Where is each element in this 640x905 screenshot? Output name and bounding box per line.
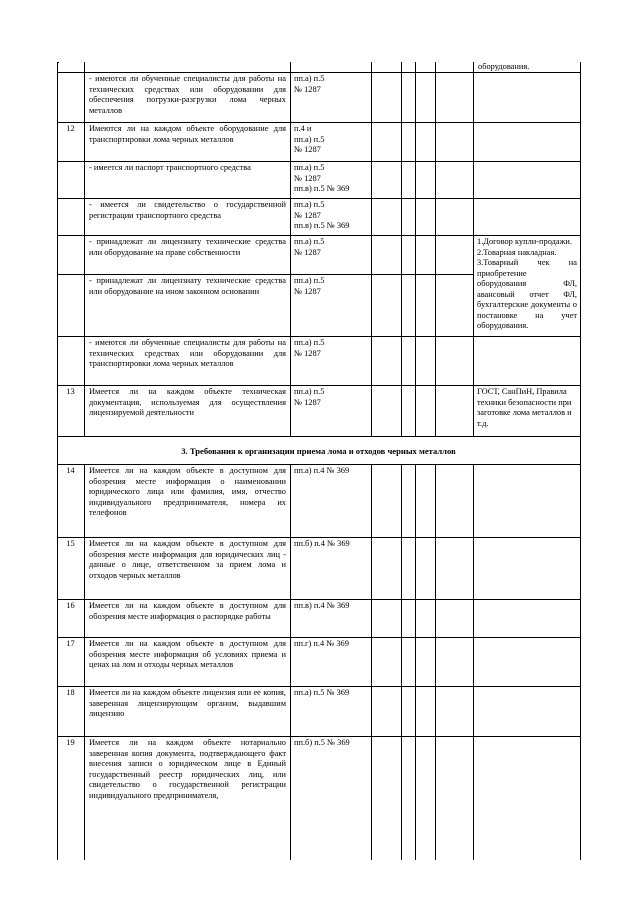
question-cell: - принадлежат ли лицензиату технические средства или оборудование на ином законном основании (89, 276, 286, 296)
row-border (57, 161, 580, 162)
row-number: 17 (66, 639, 75, 648)
column-border (401, 62, 402, 436)
column-border (84, 464, 85, 860)
row-number: 13 (66, 387, 75, 396)
norm-cell: пп.а) п.5 № 1287 (294, 338, 325, 358)
column-border (415, 62, 416, 436)
row-number: 16 (66, 601, 75, 610)
norm-cell: пп.а) п.5 № 1287 пп.в) п.5 № 369 (294, 200, 350, 230)
column-border (435, 464, 436, 860)
column-border (371, 464, 372, 860)
row-number: 14 (66, 466, 75, 475)
row-border (57, 686, 580, 687)
column-border (580, 62, 581, 436)
column-border (57, 62, 58, 436)
norm-cell: пп.в) п.4 № 369 (294, 601, 350, 610)
column-border (580, 464, 581, 860)
norm-cell: пп.б) п.5 № 369 (294, 738, 350, 747)
column-border (290, 464, 291, 860)
section-title: 3. Требования к организации приема лома и отходов черных металлов (181, 446, 456, 456)
norm-cell: пп.б) п.4 № 369 (294, 539, 350, 548)
question-cell: Имеется ли на каждом объекте нотариально заверенная копия документа, подтверждающего факт внесения записи о юридическом лице в Единый государственный реестр юридических лиц, или свидетельство о государственной регистрации индивидуального предпринимателя, (89, 738, 286, 800)
question-cell: - имеются ли обученные специалисты для работы на технических средствах или оборудовании для обеспечения погрузки-разгрузки лома черных металлов (89, 74, 286, 115)
question-cell: - имеется ли свидетельство о государственной регистрации транспортного средства (89, 200, 286, 220)
norm-cell: пп.г) п.4 № 369 (294, 639, 349, 648)
norm-cell: пп.а) п.5 № 1287 (294, 387, 325, 407)
column-border (415, 464, 416, 860)
row-number: 15 (66, 539, 75, 548)
column-border (290, 62, 291, 436)
row-border (57, 385, 580, 386)
norm-cell: п.4 и пп.а) п.5 № 1287 (294, 124, 325, 154)
top-note: оборудования. (478, 62, 530, 71)
question-cell: Имеется ли на каждом объекте в доступном для обозрения месте информация для юридических лиц - данные о лице, ответственном за прием лома и отходов черных металлов (89, 539, 286, 580)
column-border (371, 62, 372, 436)
question-cell: Имеется ли на каждом объекте лицензия или ее копия, заверенная лицензирующим органом, выдавшим лицензию (89, 688, 286, 718)
norm-cell: пп.а) п.5 № 1287 (294, 74, 325, 94)
question-cell: Имеется ли на каждом объекте техническая документация, используемая для осуществления лицензируемой деятельности (89, 387, 286, 417)
question-cell: Имеются ли на каждом объекте оборудование для транспортировки лома черных металлов (89, 124, 286, 144)
question-cell: - имеется ли паспорт транспортного средства (89, 163, 251, 172)
column-border (473, 62, 474, 436)
column-border (84, 62, 85, 436)
column-border (473, 464, 474, 860)
column-border (57, 464, 58, 860)
question-cell: Имеется ли на каждом объекте в доступном для обозрения месте информация об условиях приема и ценах на лом и отходы черных металлов (89, 639, 286, 669)
question-cell: Имеется ли на каждом объекте в доступном для обозрения месте информация о распорядке работы (89, 601, 286, 621)
norm-cell: пп.а) п.5 № 1287 пп.в) п.5 № 369 (294, 163, 350, 193)
documents-cell: ГОСТ, СанПиН, Правила техники безопасности при заготовке лома металлов и т.д. (477, 387, 572, 428)
column-border (401, 464, 402, 860)
row-number: 18 (66, 688, 75, 697)
norm-cell: пп.а) п.5 № 1287 (294, 237, 325, 257)
row-number: 12 (66, 124, 75, 133)
row-border (57, 464, 580, 465)
norm-cell: пп.а) п.5 № 369 (294, 688, 350, 697)
row-border (57, 122, 580, 123)
column-border (580, 436, 581, 464)
row-border (57, 637, 580, 638)
row-border (57, 599, 580, 600)
documents-cell: 1.Договор купли-продажи. 2.Товарная накладная. 3.Товарный чек на приобретение оборудования ФЛ, авансовый отчет ФЛ, бухгалтерские документы о постановке на учет оборудования. (477, 237, 577, 330)
norm-cell: пп.а) п.5 № 1287 (294, 276, 325, 296)
row-border (57, 336, 580, 337)
norm-cell: пп.а) п.4 № 369 (294, 466, 350, 475)
row-border (57, 736, 580, 737)
row-border (57, 436, 580, 437)
row-border (57, 198, 580, 199)
row-border (57, 274, 473, 275)
column-border (435, 62, 436, 436)
row-border (57, 537, 580, 538)
question-cell: - принадлежат ли лицензиату технические средства или оборудование на праве собственности (89, 237, 286, 257)
question-cell: Имеется ли на каждом объекте в доступном для обозрения месте информация о наименовании юридического лица или фамилия, имя, отчество индивидуального предпринимателя, номера их телефонов (89, 466, 286, 517)
row-number: 19 (66, 738, 75, 747)
question-cell: - имеются ли обученные специалисты для работы на технических средствах или оборудовании для транспортировки лома черных металлов (89, 338, 286, 368)
row-border (57, 235, 580, 236)
